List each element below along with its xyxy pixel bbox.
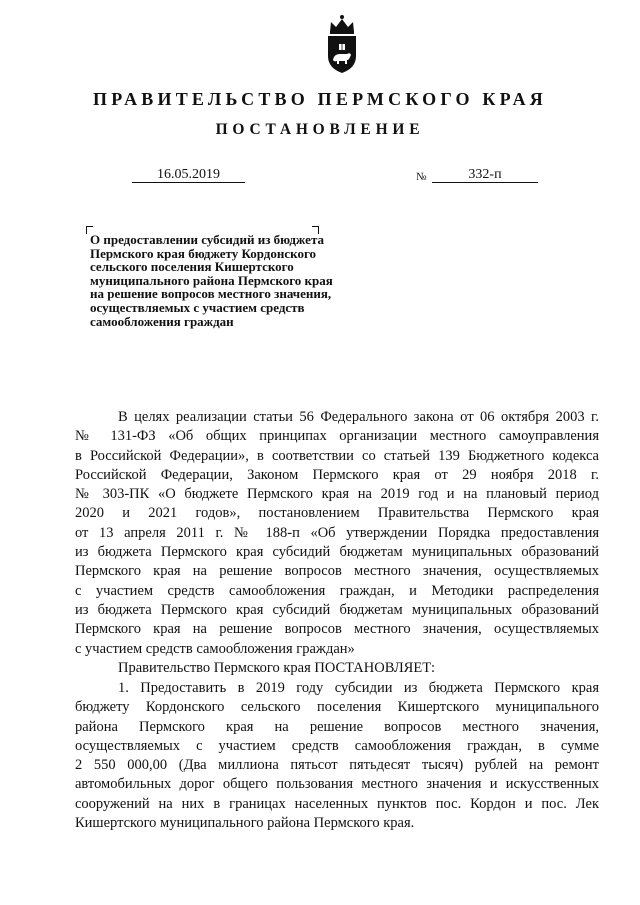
decree-line: Правительство Пермского края ПОСТАНОВЛЯЕТ: xyxy=(118,660,436,676)
decree-paragraph xyxy=(75,659,599,678)
document-date: 16.05.2019 xyxy=(132,168,245,183)
text-line: с участием средств самообложения граждан» xyxy=(75,640,355,657)
text-line: в Российской Федерации», в соответствии со статьей 139 Бюджетного кодекса xyxy=(75,447,599,464)
subject-line: на решение вопросов местного значения, xyxy=(90,286,332,302)
text-line: бюджету Кордонского сельского поселения Кишертского муниципального xyxy=(75,699,599,716)
document-type: ПОСТАНОВЛЕНИЕ xyxy=(215,121,425,138)
subject-line: муниципального района Пермского края xyxy=(90,272,333,288)
text-line: № 303-ПК «О бюджете Пермского края на 2019 год и на плановый период xyxy=(75,486,599,503)
text-line: Кишертского муниципального района Пермского края. xyxy=(75,815,415,832)
text-line: Российской Федерации, Законом Пермского края от 29 ноября 2018 г. xyxy=(75,466,599,483)
document-subject xyxy=(90,233,390,328)
document-number: 332-п xyxy=(432,168,538,183)
text-line: осуществляемых с участием средств самообложения граждан, в сумме xyxy=(75,737,599,754)
item-1-paragraph xyxy=(75,679,599,833)
number-sign: № xyxy=(416,171,427,183)
text-line: с участием средств самообложения граждан, и Методики распределения xyxy=(75,582,599,599)
text-line: 2 550 000,00 (Два миллиона пятьсот пятьдесят тысяч) рублей на ремонт xyxy=(75,757,599,774)
text-line: от 13 апреля 2011 г. № 188-п «Об утверждении Порядка предоставления xyxy=(75,524,599,541)
text-line: В целях реализации статьи 56 Федерального закона от 06 октября 2003 г. xyxy=(118,409,599,425)
perm-krai-coat-of-arms xyxy=(322,10,362,74)
preamble-paragraph xyxy=(75,408,599,659)
text-line: автомобильных дорог общего пользования местного значения и искусственных xyxy=(75,776,599,793)
subject-line: Пермского края бюджету Кордонского xyxy=(90,245,317,261)
text-line: сооружений на них в границах населенных пунктов пос. Кордон и пос. Лек xyxy=(75,795,599,812)
text-line: 2020 и 2021 годов», постановлением Правительства Пермского края xyxy=(75,505,599,522)
text-line: 1. Предоставить в 2019 году субсидии из бюджета Пермского края xyxy=(118,680,599,696)
text-line: № 131-ФЗ «Об общих принципах организации местного самоуправления xyxy=(75,428,599,445)
subject-line: осуществляемых с участием средств xyxy=(90,299,305,315)
subject-line: О предоставлении субсидий из бюджета xyxy=(90,232,324,247)
text-line: из бюджета Пермского края субсидий бюджетам муниципальных образований xyxy=(75,544,599,561)
subject-line: самообложения граждан xyxy=(90,313,234,329)
text-line: из бюджета Пермского края субсидий бюджетам муниципальных образований xyxy=(75,601,599,618)
text-line: Пермского края на решение вопросов местного значения, осуществляемых xyxy=(75,563,599,580)
government-title: ПРАВИТЕЛЬСТВО ПЕРМСКОГО КРАЯ xyxy=(93,89,547,109)
text-line: Пермского края на решение вопросов местного значения, осуществляемых xyxy=(75,621,599,638)
text-line: района Пермского края на решение вопросов местного значения, xyxy=(75,718,599,735)
subject-line: сельского поселения Кишертского xyxy=(90,259,294,275)
